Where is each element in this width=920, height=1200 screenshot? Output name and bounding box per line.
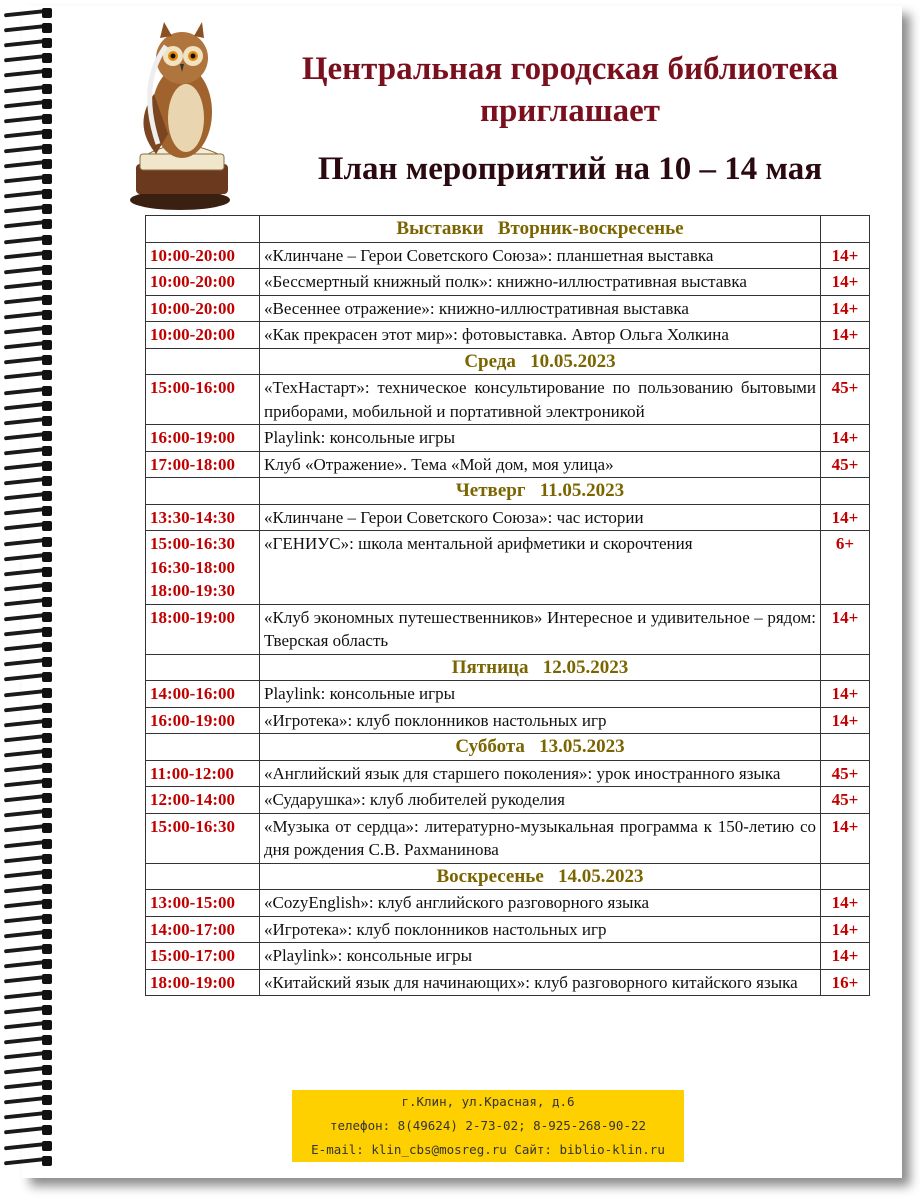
spiral-ring <box>0 219 58 229</box>
spiral-ring <box>0 416 58 426</box>
spiral-ring <box>0 129 58 139</box>
spiral-ring <box>0 1095 58 1105</box>
age-rating: 14+ <box>821 604 870 654</box>
age-rating: 45+ <box>821 787 870 814</box>
spiral-ring <box>0 1141 58 1151</box>
event-row <box>146 969 870 996</box>
age-rating: 14+ <box>821 242 870 269</box>
event-row <box>146 295 870 322</box>
spiral-ring <box>0 386 58 396</box>
age-rating: 14+ <box>821 269 870 296</box>
library-title: Центральная городская библиотека приглашает <box>301 51 839 129</box>
spiral-ring <box>0 280 58 290</box>
spiral-ring <box>0 204 58 214</box>
spiral-ring <box>0 144 58 154</box>
empty-cell <box>821 348 870 375</box>
spiral-ring <box>0 763 58 773</box>
spiral-ring <box>0 839 58 849</box>
event-time: 16:00-19:00 <box>146 707 260 734</box>
day-header-row <box>146 863 870 890</box>
spiral-ring <box>0 869 58 879</box>
event-time: 15:00-17:00 <box>146 943 260 970</box>
empty-cell <box>146 348 260 375</box>
event-row <box>146 451 870 478</box>
event-time: 13:00-15:00 <box>146 890 260 917</box>
spiral-ring <box>0 1080 58 1090</box>
event-row <box>146 375 870 425</box>
event-row <box>146 707 870 734</box>
spiral-ring <box>0 461 58 471</box>
spiral-ring <box>0 1156 58 1166</box>
empty-cell <box>146 654 260 681</box>
empty-cell <box>146 478 260 505</box>
event-row <box>146 604 870 654</box>
event-time: 10:00-20:00 <box>146 295 260 322</box>
event-description: «Музыка от сердца»: литературно-музыкальная программа к 150-летию со дня рождения С.В. Рахманинова <box>260 813 821 863</box>
event-time: 14:00-17:00 <box>146 916 260 943</box>
spiral-ring <box>0 688 58 698</box>
spiral-ring <box>0 657 58 667</box>
spiral-ring <box>0 808 58 818</box>
day-header: Суббота 13.05.2023 <box>260 734 821 761</box>
spiral-ring <box>0 340 58 350</box>
event-description: «Playlink»: консольные игры <box>260 943 821 970</box>
event-row <box>146 787 870 814</box>
spiral-ring <box>0 8 58 18</box>
age-rating: 14+ <box>821 295 870 322</box>
event-description: «Как прекрасен этот мир»: фотовыставка. Автор Ольга Холкина <box>260 322 821 349</box>
spiral-ring <box>0 1125 58 1135</box>
spiral-ring <box>0 974 58 984</box>
day-header: Пятница 12.05.2023 <box>260 654 821 681</box>
day-header-row <box>146 734 870 761</box>
spiral-ring <box>0 325 58 335</box>
event-time: 18:00-19:00 <box>146 969 260 996</box>
spiral-ring <box>0 778 58 788</box>
event-description: «Игротека»: клуб поклонников настольных игр <box>260 916 821 943</box>
age-rating: 14+ <box>821 813 870 863</box>
spiral-ring <box>0 929 58 939</box>
spiral-ring <box>0 235 58 245</box>
spiral-ring <box>0 476 58 486</box>
spiral-ring <box>0 189 58 199</box>
spiral-ring <box>0 567 58 577</box>
spiral-ring <box>0 491 58 501</box>
empty-cell <box>821 734 870 761</box>
day-header: Воскресенье 14.05.2023 <box>260 863 821 890</box>
event-description: Playlink: консольные игры <box>260 425 821 452</box>
day-header-row <box>146 216 870 243</box>
day-header: Выставки Вторник-воскресенье <box>260 216 821 243</box>
event-description: Playlink: консольные игры <box>260 681 821 708</box>
event-time: 15:00-16:30 <box>146 813 260 863</box>
spiral-ring <box>0 295 58 305</box>
event-description: «Игротека»: клуб поклонников настольных игр <box>260 707 821 734</box>
age-rating: 16+ <box>821 969 870 996</box>
spiral-ring <box>0 506 58 516</box>
spiral-ring <box>0 84 58 94</box>
event-row <box>146 269 870 296</box>
event-time: 16:00-19:00 <box>146 425 260 452</box>
spiral-ring <box>0 537 58 547</box>
age-rating: 14+ <box>821 681 870 708</box>
event-description: «Клуб экономных путешественников» Интересное и удивительное – рядом: Тверская область <box>260 604 821 654</box>
events-schedule-table <box>145 215 870 996</box>
spiral-ring <box>0 114 58 124</box>
spiral-ring <box>0 310 58 320</box>
event-description: «Бессмертный книжный полк»: книжно-иллюстративная выставка <box>260 269 821 296</box>
spiral-ring <box>0 672 58 682</box>
spiral-ring <box>0 1035 58 1045</box>
event-row <box>146 322 870 349</box>
owl-with-books-illustration <box>118 14 236 214</box>
event-description: «Весеннее отражение»: книжно-иллюстративная выставка <box>260 295 821 322</box>
event-description: «Клинчане – Герои Советского Союза»: планшетная выставка <box>260 242 821 269</box>
event-row <box>146 760 870 787</box>
spiral-ring <box>0 38 58 48</box>
event-time: 17:00-18:00 <box>146 451 260 478</box>
empty-cell <box>146 863 260 890</box>
event-time: 11:00-12:00 <box>146 760 260 787</box>
spiral-ring <box>0 552 58 562</box>
spiral-ring <box>0 823 58 833</box>
spiral-ring <box>0 99 58 109</box>
spiral-ring <box>0 733 58 743</box>
spiral-ring <box>0 1005 58 1015</box>
spiral-ring <box>0 944 58 954</box>
spiral-ring <box>0 401 58 411</box>
plan-title: План мероприятий на 10 – 14 мая <box>317 151 823 187</box>
spiral-ring <box>0 899 58 909</box>
age-rating: 14+ <box>821 322 870 349</box>
spiral-ring <box>0 959 58 969</box>
event-row <box>146 425 870 452</box>
event-description: «Китайский язык для начинающих»: клуб разговорного китайского языка <box>260 969 821 996</box>
spiral-ring <box>0 1020 58 1030</box>
empty-cell <box>821 216 870 243</box>
spiral-ring <box>0 174 58 184</box>
event-row <box>146 890 870 917</box>
day-header-row <box>146 348 870 375</box>
age-rating: 14+ <box>821 504 870 531</box>
event-time: 14:00-16:00 <box>146 681 260 708</box>
email-site-text: E-mail: klin_cbs@mosreg.ru Сайт: biblio-klin.ru <box>311 1142 665 1157</box>
age-rating: 14+ <box>821 707 870 734</box>
spiral-ring <box>0 23 58 33</box>
spiral-ring <box>0 1065 58 1075</box>
event-time: 12:00-14:00 <box>146 787 260 814</box>
contact-info-box <box>292 1090 684 1162</box>
event-row <box>146 943 870 970</box>
spiral-ring <box>0 718 58 728</box>
age-rating: 45+ <box>821 375 870 425</box>
spiral-ring <box>0 627 58 637</box>
age-rating: 14+ <box>821 943 870 970</box>
day-header-row <box>146 478 870 505</box>
age-rating: 45+ <box>821 760 870 787</box>
event-time: 13:30-14:30 <box>146 504 260 531</box>
spiral-ring <box>0 265 58 275</box>
event-time: 10:00-20:00 <box>146 269 260 296</box>
spiral-ring <box>0 582 58 592</box>
spiral-ring <box>0 793 58 803</box>
spiral-ring <box>0 370 58 380</box>
spiral-ring <box>0 597 58 607</box>
event-description: «Клинчане – Герои Советского Союза»: час истории <box>260 504 821 531</box>
event-time: 15:00-16:00 <box>146 375 260 425</box>
event-row <box>146 504 870 531</box>
age-rating: 14+ <box>821 425 870 452</box>
empty-cell <box>821 478 870 505</box>
address-text: г.Клин, ул.Красная, д.6 <box>401 1094 575 1109</box>
spiral-ring <box>0 612 58 622</box>
spiral-ring <box>0 884 58 894</box>
age-rating: 14+ <box>821 916 870 943</box>
event-description: «CozyEnglish»: клуб английского разговорного языка <box>260 890 821 917</box>
event-row <box>146 531 870 605</box>
event-row <box>146 813 870 863</box>
spiral-ring <box>0 355 58 365</box>
empty-cell <box>146 216 260 243</box>
event-row <box>146 916 870 943</box>
spiral-ring <box>0 53 58 63</box>
spiral-ring <box>0 703 58 713</box>
day-header: Среда 10.05.2023 <box>260 348 821 375</box>
empty-cell <box>821 863 870 890</box>
event-description: Клуб «Отражение». Тема «Мой дом, моя улица» <box>260 451 821 478</box>
spiral-ring <box>0 68 58 78</box>
event-row <box>146 681 870 708</box>
spiral-ring <box>0 446 58 456</box>
spiral-ring <box>0 990 58 1000</box>
event-description: «ГЕНИУС»: школа ментальной арифметики и скорочтения <box>260 531 821 605</box>
event-time: 18:00-19:00 <box>146 604 260 654</box>
spiral-ring <box>0 1050 58 1060</box>
event-time: 15:00-16:30 16:30-18:00 18:00-19:30 <box>146 531 260 605</box>
spiral-ring <box>0 431 58 441</box>
spiral-ring <box>0 748 58 758</box>
age-rating: 6+ <box>821 531 870 605</box>
age-rating: 45+ <box>821 451 870 478</box>
event-description: «Сударушка»: клуб любителей рукоделия <box>260 787 821 814</box>
event-description: «Английский язык для старшего поколения»: урок иностранного языка <box>260 760 821 787</box>
day-header: Четверг 11.05.2023 <box>260 478 821 505</box>
spiral-ring <box>0 854 58 864</box>
spiral-ring <box>0 1110 58 1120</box>
spiral-binding <box>0 8 60 1178</box>
spiral-ring <box>0 642 58 652</box>
empty-cell <box>146 734 260 761</box>
spiral-ring <box>0 250 58 260</box>
spiral-ring <box>0 521 58 531</box>
event-time: 10:00-20:00 <box>146 322 260 349</box>
spiral-ring <box>0 159 58 169</box>
empty-cell <box>821 654 870 681</box>
spiral-ring <box>0 914 58 924</box>
age-rating: 14+ <box>821 890 870 917</box>
day-header-row <box>146 654 870 681</box>
event-time: 10:00-20:00 <box>146 242 260 269</box>
event-row <box>146 242 870 269</box>
phone-text: телефон: 8(49624) 2-73-02; 8-925-268-90-22 <box>329 1118 647 1133</box>
event-description: «ТехНастарт»: техническое консультирование по пользованию бытовыми приборами, мобильной и портативной электроникой <box>260 375 821 425</box>
